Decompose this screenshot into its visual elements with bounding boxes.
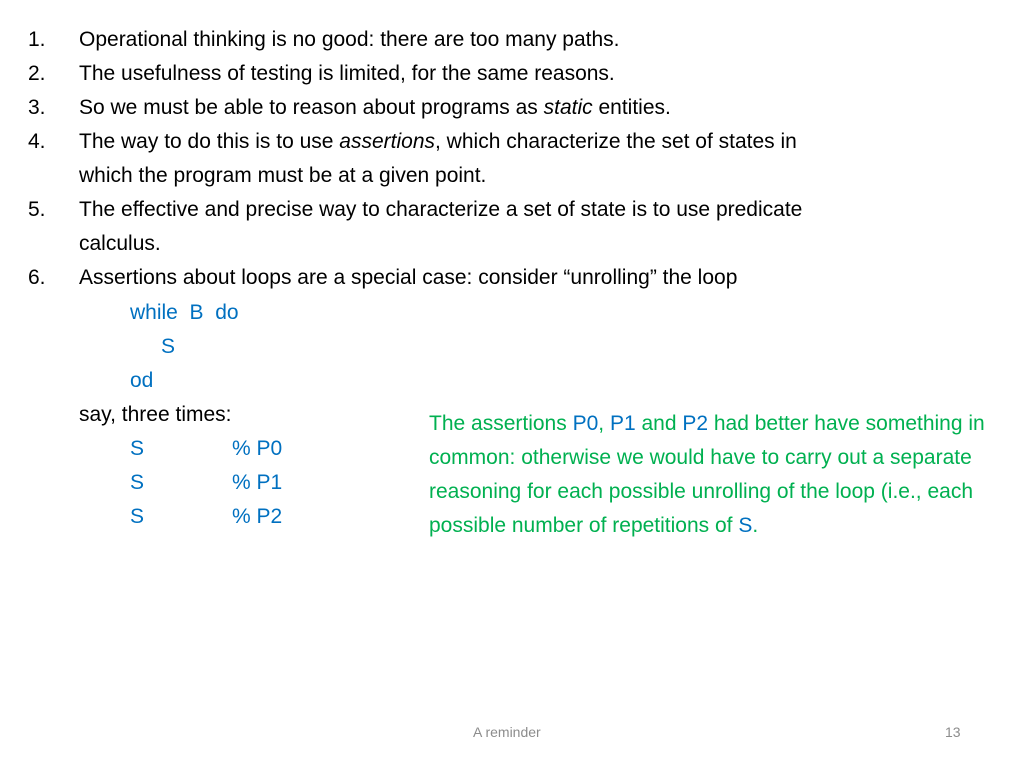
note-text: and [635, 412, 683, 435]
footer-title: A reminder [473, 724, 541, 740]
note-p2: P2 [682, 412, 709, 435]
list-text-part: So we must be able to reason about programs as [79, 96, 544, 119]
list-number: 1. [28, 28, 46, 51]
list-number: 4. [28, 130, 46, 153]
note-p0: P0 [572, 412, 599, 435]
slide-number: 13 [945, 724, 961, 740]
unrolled-assertion: % P2 [232, 505, 283, 528]
emphasis-static: static [543, 96, 593, 119]
note-text: , [598, 412, 610, 435]
list-text-continuation: calculus. [79, 232, 161, 255]
note-text: . [752, 514, 759, 537]
unrolled-stmt: S [130, 505, 145, 528]
list-number: 5. [28, 198, 46, 221]
list-text [79, 91, 1009, 125]
list-text: Operational thinking is no good: there are too many paths. [79, 28, 620, 51]
say-three-times-text: say, three times: [79, 403, 232, 426]
list-number: 2. [28, 62, 46, 85]
unrolled-stmt: S [130, 471, 145, 494]
note-text: had better have something in common: otherwise we would have to carry out a separate reasoning for each possible unrolling of the loop (i.e., each possible number of repetitions of [429, 412, 985, 537]
list-text-part: , which characterize the set of states in [435, 130, 797, 153]
assertions-note [429, 407, 1009, 543]
note-s: S [738, 514, 753, 537]
unrolled-assertion: % P1 [232, 471, 283, 494]
list-text: The effective and precise way to characterize a set of state is to use predicate [79, 198, 803, 221]
list-text-continuation: which the program must be at a given point. [79, 164, 487, 187]
list-text: The usefulness of testing is limited, for the same reasons. [79, 62, 615, 85]
code-od-line: od [130, 369, 154, 392]
list-number: 6. [28, 266, 46, 289]
unrolled-assertion: % P0 [232, 437, 283, 460]
list-text [79, 125, 1009, 159]
code-while-line: while B do [130, 301, 239, 324]
note-text: The assertions [429, 412, 573, 435]
code-body-line: S [161, 335, 176, 358]
list-text-part: The way to do this is to use [79, 130, 340, 153]
list-text: Assertions about loops are a special case: consider “unrolling” the loop [79, 266, 738, 289]
unrolled-stmt: S [130, 437, 145, 460]
emphasis-assertions: assertions [339, 130, 436, 153]
list-number: 3. [28, 96, 46, 119]
list-text-part: entities. [592, 96, 671, 119]
note-p1: P1 [609, 412, 636, 435]
